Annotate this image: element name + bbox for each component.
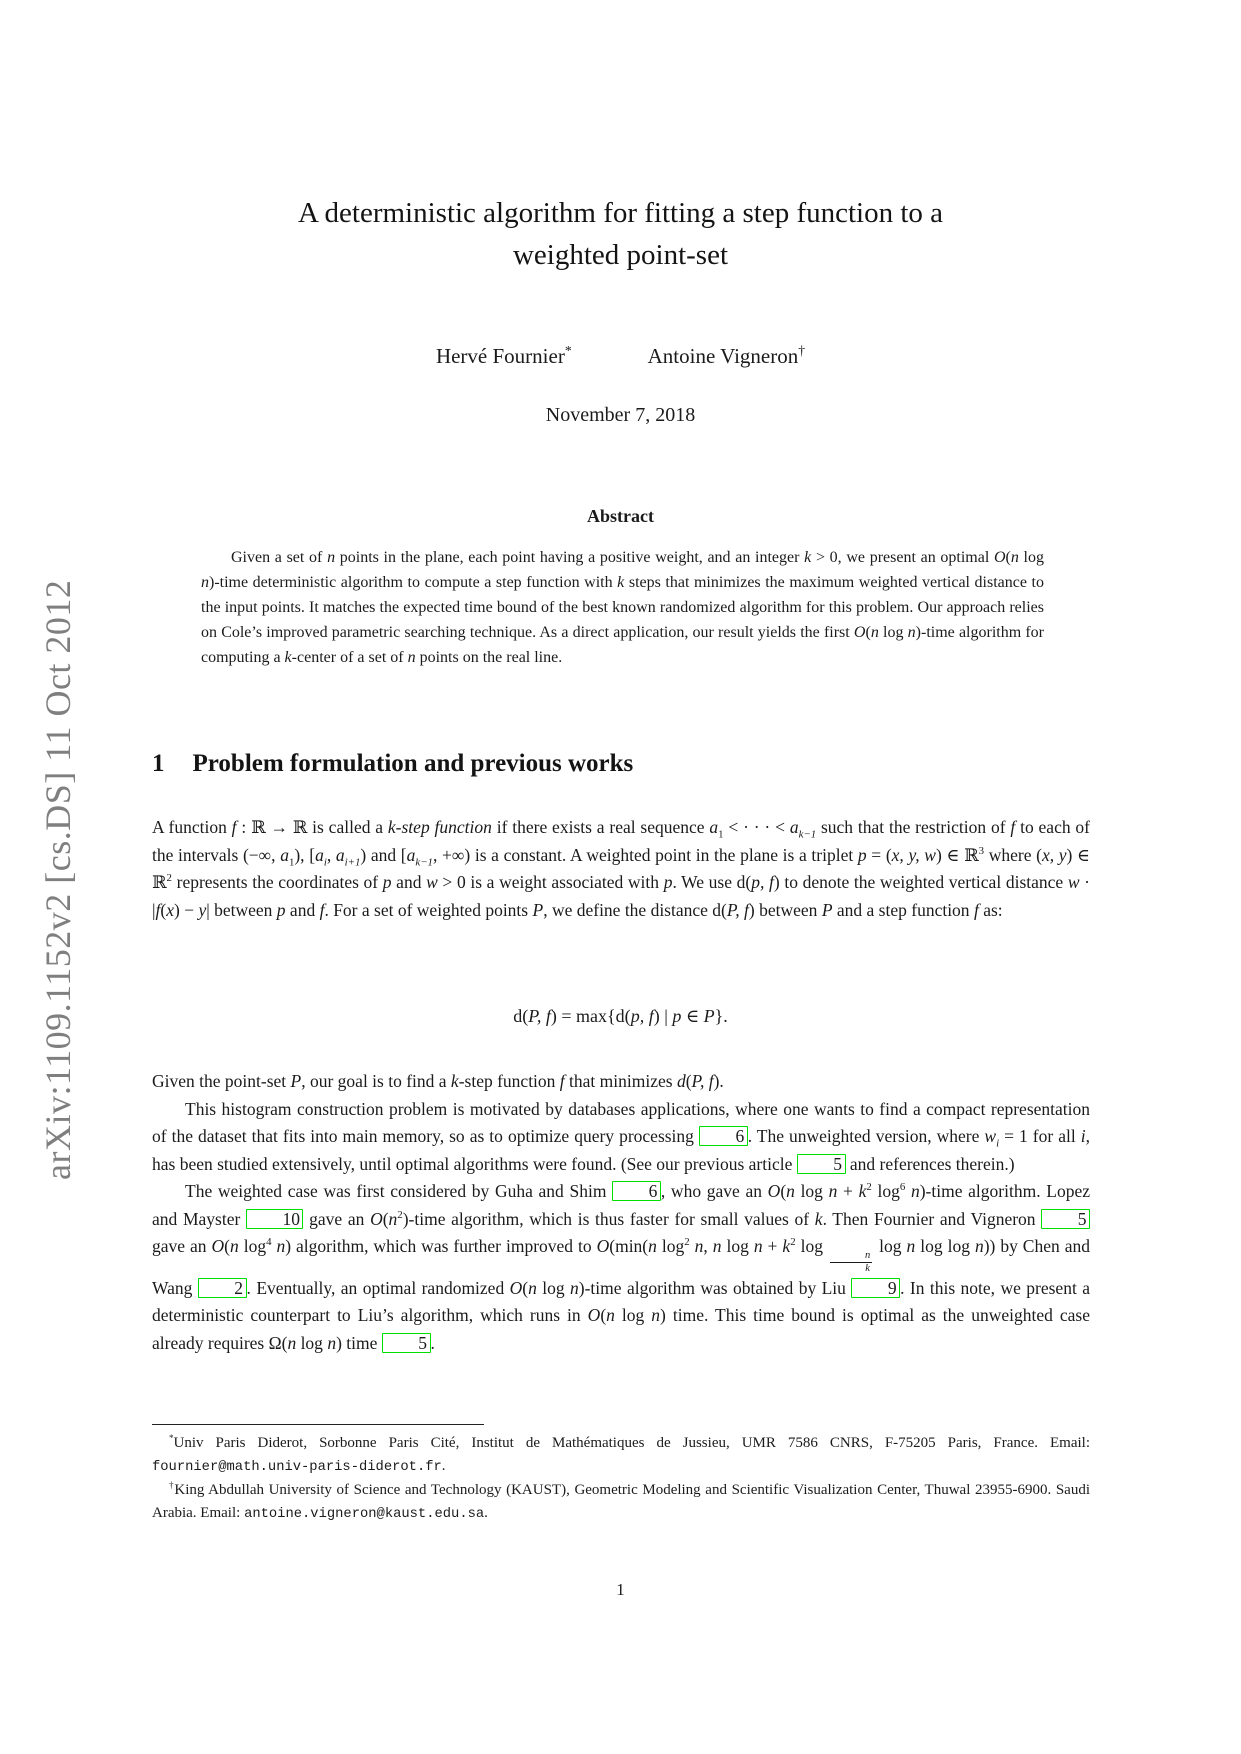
abstract-text: Given a set of n points in the plane, each point having a positive weight, and an integer k > 0, we present an optimal O(n log n)-time deterministic algorithm to compute a step function with k steps that minimizes the maximum weighted vertical distance to the input points. It matches the expected time bound of the best known randomized algorithm for this problem. Our approach relies on Cole’s improved parametric searching technique. As a direct application, our result yields the first O(n log n)-time algorithm for computing a k-center of a set of n points on the real line. xyxy=(201,549,1045,666)
paragraph-definition: A function f : ℝ → ℝ is called a k-step function if there exists a real sequence $a_1$ < · · · < $a_{k-1}$ such that the restriction of f to each of the intervals (−∞, $a_1$), [$a_i$, $a_{i+1}$) and [$a_{k-1}$, +∞) is a constant. A weighted point in the plane is a triplet p = (x, y, w) ∈ ℝ$^3$ where (x, y) ∈ ℝ$^2$ represents the coordinates of p and w > 0 is a weight associated with p. We use d(p, f) to denote the weighted vertical distance w · |f(x) − y| between p and f. For a set of weighted points P, we define the distance d(P, f) between P and a step function f as: xyxy=(152,817,1090,920)
paper-title-line2: weighted point-set xyxy=(512,239,729,271)
section-number: 1 xyxy=(152,750,165,777)
email-address: fournier@math.univ-paris-diderot.fr xyxy=(152,1460,442,1475)
citation-link[interactable]: 5 xyxy=(1041,1209,1090,1229)
paragraph-previous-work: The weighted case was first considered by Guha and Shim 6 , who gave an O(n $\log n + k^2$ $\log^6$ n)-time algorithm. Lopez and Mayster 10 gave an $O(n^2)$-time algorithm, which is thus faster for small values of k. Then Fournier and Vigneron 5 gave an O(n $\log^4 n$) algorithm, which was further improved to O(min(n $\log^2 n$, n $\log n + k^2$ log $\frac{n}{k}$ log n log log n)) by Chen and Wang 2 . Eventually, an optimal randomized O(n log n)-time algorithm was obtained by Liu 9 . In this note, we present a deterministic counterpart to Liu’s algorithm, which runs in O(n log n) time. This time bound is optimal as the unweighted case already requires Ω(n log n) time 5 . xyxy=(152,1181,1090,1353)
body-text xyxy=(152,1068,1090,1357)
email-address: antoine.vigneron@kaust.edu.sa xyxy=(244,1507,485,1522)
paper-date: November 7, 2018 xyxy=(545,404,696,426)
paragraph-motivation: This histogram construction problem is motivated by databases applications, where one wants to find a compact representation of the dataset that fits into main memory, so as to optimize query processing 6 . The unweighted version, where $w_i = 1$ for all i, has been studied extensively, until optimal algorithms were found. (See our previous article 5 and references therein.) xyxy=(152,1098,1090,1174)
footnote-rule xyxy=(152,1424,484,1425)
paper-title xyxy=(0,192,1241,276)
citation-link[interactable]: 2 xyxy=(198,1278,247,1298)
author-vigneron xyxy=(648,344,805,369)
paragraph-goal: Given the point-set P, our goal is to find a k-step function f that minimizes d(P, f). xyxy=(152,1071,724,1091)
citation-link[interactable]: 9 xyxy=(851,1278,900,1298)
inline-fraction: $\frac{n}{k}$ xyxy=(830,1250,872,1275)
paper-title-line1: A deterministic algorithm for fitting a step function to a xyxy=(297,197,944,229)
distance-equation: d(P, f) = max{d(p, f) | p ∈ P}. xyxy=(513,1006,728,1026)
author-list xyxy=(0,344,1241,369)
footnote-fournier-affiliation: *Univ Paris Diderot, Sorbonne Paris Cité, Institut de Mathématiques de Jussieu, UMR 7586 CNRS, F-75205 Paris, France. Email: fournier@math.univ-paris-diderot.fr. xyxy=(152,1433,1090,1475)
section-1-heading xyxy=(152,750,1089,778)
author-fournier xyxy=(436,344,572,369)
page-number: 1 xyxy=(616,1580,625,1599)
citation-link[interactable]: 6 xyxy=(612,1181,661,1201)
citation-link[interactable]: 10 xyxy=(246,1209,304,1229)
footnote-area xyxy=(152,1424,1090,1526)
citation-link[interactable]: 5 xyxy=(797,1154,846,1174)
citation-link[interactable]: 5 xyxy=(382,1333,431,1353)
author-name: Hervé Fournier xyxy=(435,344,565,368)
abstract-heading: Abstract xyxy=(587,506,654,526)
citation-link[interactable]: 6 xyxy=(699,1126,748,1146)
author-footnote-mark: * xyxy=(564,343,572,358)
section-title: Problem formulation and previous works xyxy=(192,750,634,777)
author-name: Antoine Vigneron xyxy=(647,344,799,368)
arxiv-watermark: arXiv:1109.1152v2 [cs.DS] 11 Oct 2012 xyxy=(38,579,78,1181)
author-footnote-mark: † xyxy=(798,343,806,358)
footnote-vigneron-affiliation: †King Abdullah University of Science and Technology (KAUST), Geometric Modeling and Scientific Visualization Center, Thuwal 23955-6900. Saudi Arabia. Email: antoine.vigneron@kaust.edu.sa. xyxy=(152,1480,1091,1522)
